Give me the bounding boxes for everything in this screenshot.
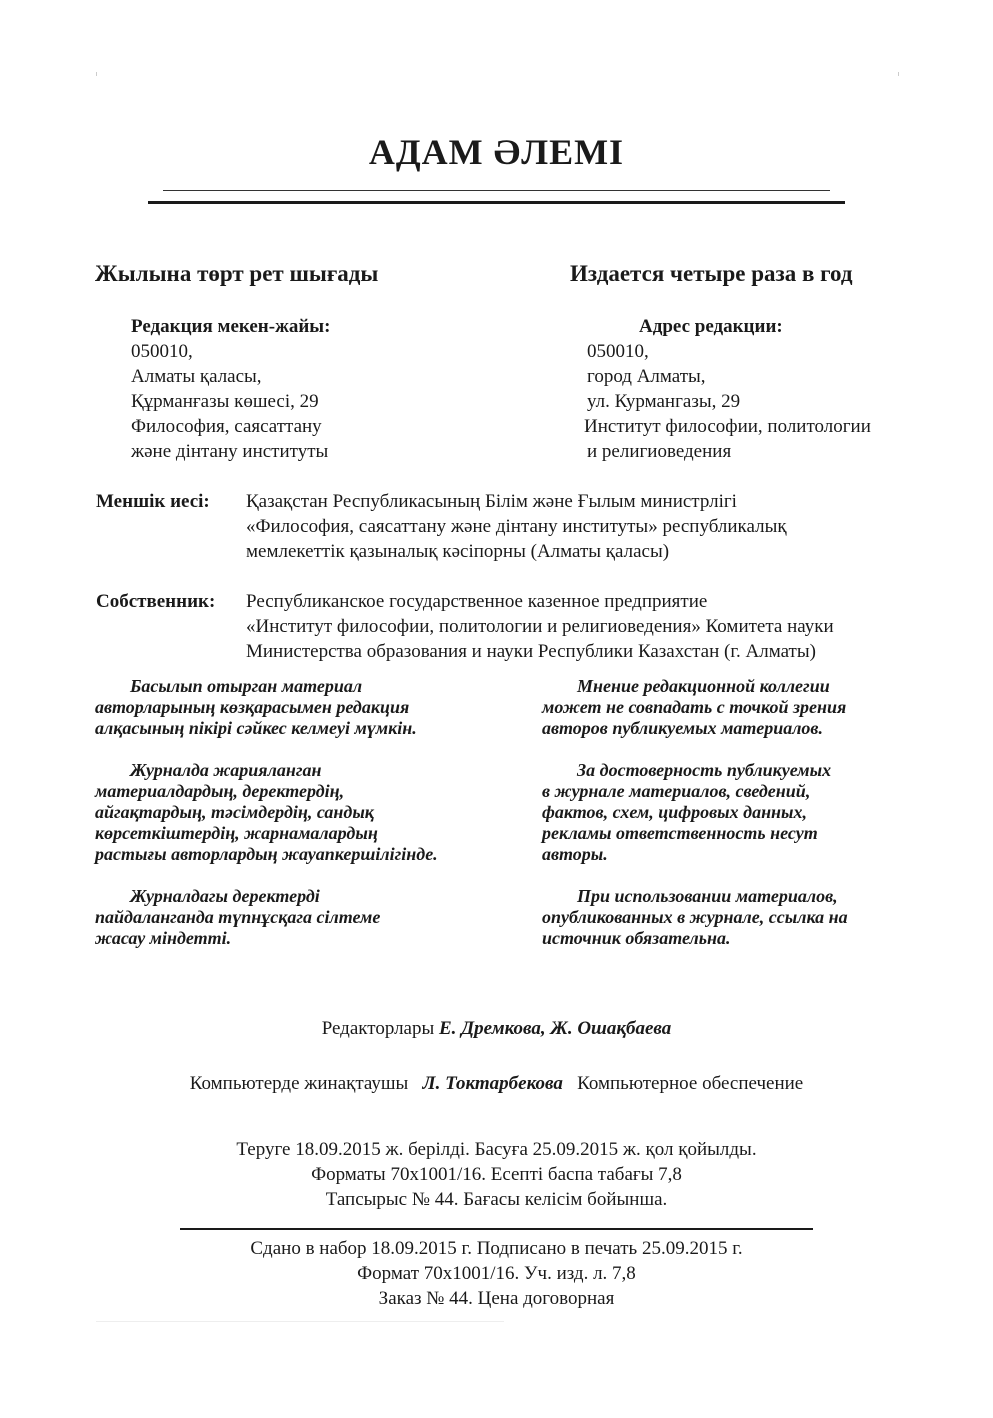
print-ru-line: Формат 70х1001/16. Уч. изд. л. 7,8 xyxy=(357,1263,636,1284)
editors-label: Редакторлары xyxy=(321,1018,435,1039)
address-kz-block xyxy=(131,314,330,464)
print-ru-line: Сдано в набор 18.09.2015 г. Подписано в печать 25.09.2015 г. xyxy=(250,1238,743,1259)
note-line: Журналдагы деректерді xyxy=(130,886,320,906)
note-line: опубликованных в журнале, ссылка на xyxy=(542,907,848,927)
address-ru-line: 050010, xyxy=(587,341,649,362)
address-kz-line: 050010, xyxy=(131,341,193,362)
note-line: За достоверность публикуемых xyxy=(577,760,832,780)
owner-kz-text xyxy=(246,489,787,564)
print-kz-line: Форматы 70х1001/16. Есепті баспа табағы 7,8 xyxy=(311,1164,682,1185)
note-line: авторларының көзқарасымен редакция xyxy=(95,697,410,717)
owner-ru-line: Министерства образования и науки Республики Казахстан (г. Алматы) xyxy=(246,641,816,662)
note-line: алқасының пікірі сәйкес келмеуі мүмкін. xyxy=(95,718,417,738)
address-ru-line: Институт философии, политологии xyxy=(584,416,871,437)
notes-kz xyxy=(95,676,438,949)
address-ru-heading: Адрес редакции: xyxy=(639,316,783,337)
address-kz-heading: Редакция мекен-жайы: xyxy=(131,316,331,337)
print-ru-line: Заказ № 44. Цена договорная xyxy=(378,1288,615,1309)
print-kz-line: Теруге 18.09.2015 ж. берілді. Басуға 25.09.2015 ж. қол қойылды. xyxy=(236,1139,757,1160)
print-kz-line: Тапсырыс № 44. Бағасы келісім бойынша. xyxy=(325,1189,668,1210)
note-ru-1 xyxy=(542,676,848,739)
note-line: При использовании материалов, xyxy=(577,886,838,906)
address-ru-line: ул. Курмангазы, 29 xyxy=(587,391,741,412)
journal-title: АДАМ ӘЛЕМІ xyxy=(368,132,625,172)
note-line: пайдаланганда түпнұсқага сілтеме xyxy=(95,907,381,927)
editors-names: Е. Дремкова, Ж. Ошақбаева xyxy=(439,1018,672,1039)
note-line: источник обязательна. xyxy=(542,928,731,948)
note-kz-1 xyxy=(95,676,438,739)
title-rule-thin xyxy=(163,190,830,191)
address-kz-line: Алматы қаласы, xyxy=(131,366,262,387)
owner-kz-line: мемлекеттік қазыналық кәсіпорны (Алматы қаласы) xyxy=(246,541,670,562)
note-line: может не совпадать с точкой зрения xyxy=(542,697,847,717)
layout-credit-label-kz: Компьютерде жинақтаушы xyxy=(189,1073,409,1094)
owner-ru-line: «Институт философии, политологии и религиоведения» Комитета науки xyxy=(246,616,834,637)
layout-credit-name: Л. Токтарбекова xyxy=(422,1073,563,1094)
print-info-ru xyxy=(0,1236,993,1311)
layout-credit-label-ru: Компьютерное обеспечение xyxy=(577,1073,804,1094)
owner-ru-label: Собственник: xyxy=(96,591,216,612)
address-kz-line: және дінтану институты xyxy=(131,441,329,462)
crop-mark-right xyxy=(898,72,899,76)
note-line: жасау міндетті. xyxy=(95,928,232,948)
owner-kz-label: Меншік иесі: xyxy=(96,491,210,512)
owner-kz-line: «Философия, саясаттану және дінтану институты» республикалық xyxy=(246,516,787,537)
address-kz-line: Құрманғазы көшесі, 29 xyxy=(131,391,319,412)
crop-mark-left xyxy=(96,72,97,76)
note-line: материалдардың, деректердің, xyxy=(95,781,345,801)
frequency-kz: Жылына төрт рет шығады xyxy=(95,261,379,286)
address-ru-block xyxy=(584,314,871,464)
title-rule-thick xyxy=(148,201,845,204)
print-info-kz xyxy=(0,1137,993,1212)
note-line: растығы авторлардың жауапкершілігінде. xyxy=(95,844,438,864)
owner-ru-text xyxy=(246,589,834,664)
note-line: айгақтардың, тәсімдердің, сандық xyxy=(95,802,374,822)
editors-line xyxy=(0,1016,993,1041)
note-line: рекламы ответственность несут xyxy=(542,823,818,843)
note-line: көрсеткіштердің, жарнамалардың xyxy=(95,823,378,843)
note-line: Мнение редакционной коллегии xyxy=(577,676,830,696)
print-info-divider xyxy=(180,1228,813,1230)
note-line: Журналда жарияланган xyxy=(130,760,322,780)
note-kz-3 xyxy=(95,886,438,949)
note-line: фактов, схем, цифровых данных, xyxy=(542,802,808,822)
address-kz-line: Философия, саясаттану xyxy=(131,416,322,437)
notes-ru xyxy=(542,676,848,949)
owner-kz-line: Қазақстан Республикасының Білім және Ғылым министрлігі xyxy=(246,491,737,512)
note-ru-3 xyxy=(542,886,848,949)
owner-ru-line: Республиканское государственное казенное предприятие xyxy=(246,591,708,612)
faint-bottom-rule xyxy=(96,1321,504,1322)
note-line: в журнале материалов, сведений, xyxy=(542,781,811,801)
address-ru-line: и религиоведения xyxy=(587,441,732,462)
note-line: авторов публикуемых материалов. xyxy=(542,718,823,738)
note-kz-2 xyxy=(95,760,438,865)
note-ru-2 xyxy=(542,760,848,865)
note-line: Басылып отырган материал xyxy=(130,676,363,696)
note-line: авторы. xyxy=(542,844,608,864)
frequency-ru: Издается четыре раза в год xyxy=(570,261,853,286)
layout-credit-line xyxy=(0,1071,993,1096)
address-ru-line: город Алматы, xyxy=(587,366,706,387)
